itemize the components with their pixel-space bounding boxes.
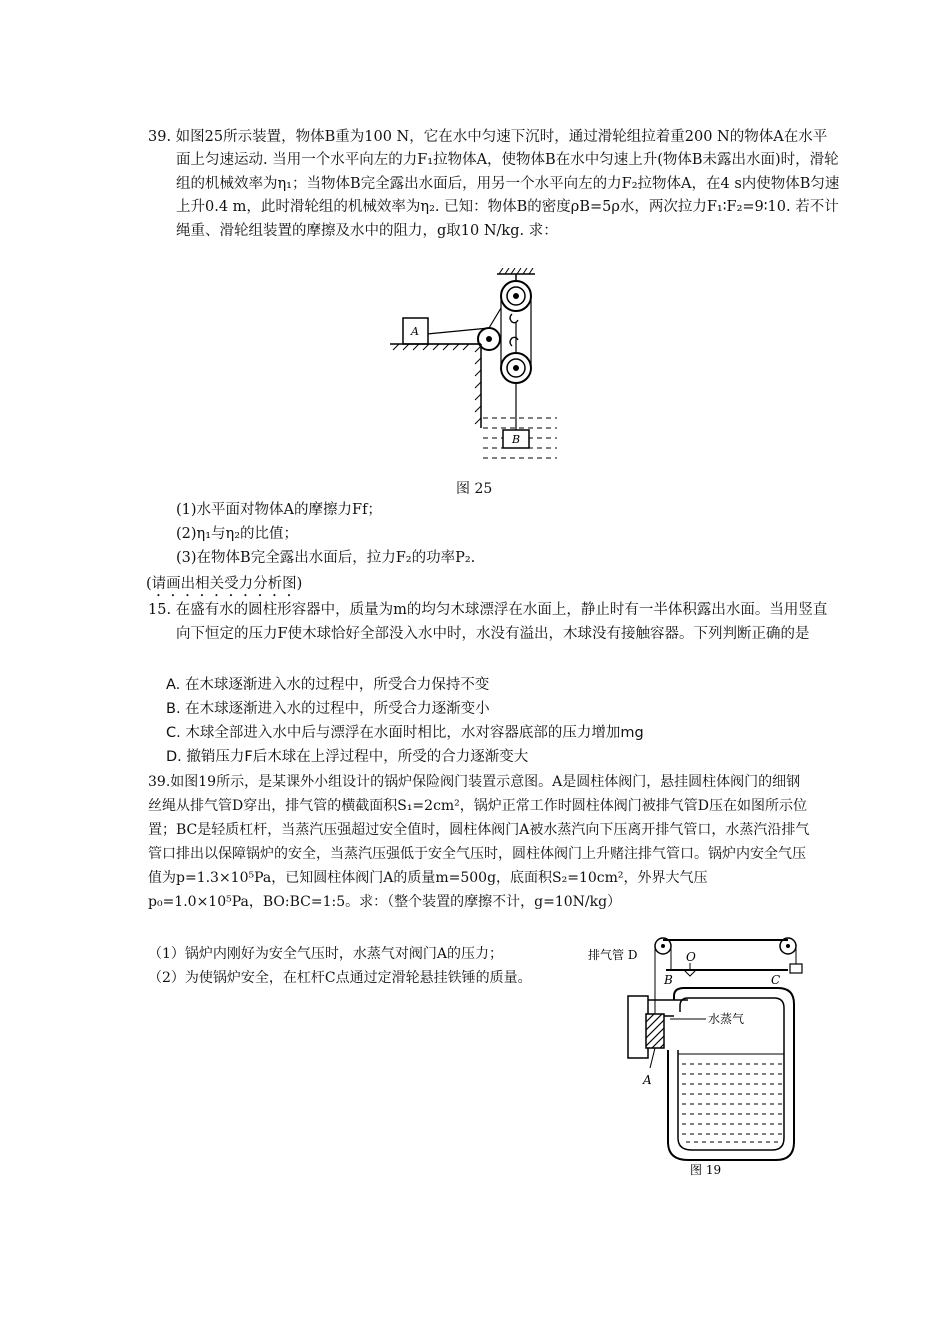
problem-39b-stem bbox=[148, 770, 813, 914]
problem-39a-text bbox=[148, 126, 841, 243]
question-3: (3)在物体B完全露出水面后，拉力F₂的功率P₂. bbox=[176, 550, 476, 566]
problem-39b-stem-text: 39.如图19所示，是某课外小组设计的锅炉保险阀门装置示意图。A是圆柱体阀门，悬挂圆柱体阀门的细钢丝绳从排气管D穿出，排气管的横截面积S₁=2cm²，锅炉正常工作时圆柱体阀门被排气管D压在如图所示位置；BC是轻质杠杆，当蒸汽压强超过安全值时，圆柱体阀门A被水蒸汽向下压离开排气管口，水蒸汽沿排气管口排出以保障锅炉的安全，当蒸汽压强低于安全气压时，圆柱体阀门上升赌注排气管口。锅炉内安全气压值为p=1.3×10⁵Pa，已知圆柱体阀门A的质量m=500g，底面积S₂=10cm²，外界大气压p₀=1.0×10⁵Pa，BO:BC=1:5。求：（整个装置的摩擦不计，g=10N/kg） bbox=[148, 774, 810, 910]
option-d: D. 撤销压力F后木球在上浮过程中，所受的合力逐渐变大 bbox=[166, 749, 529, 765]
note-suffix: ) bbox=[296, 576, 303, 592]
question-1: (1)水平面对物体A的摩擦力Ff； bbox=[176, 502, 382, 518]
figure-19-boiler-diagram bbox=[588, 928, 810, 1178]
option-c: C. 木球全部进入水中后与漂浮在水面时相比，水对容器底部的压力增加mg bbox=[166, 725, 644, 741]
label-block-a: A bbox=[411, 325, 419, 338]
label-block-b: B bbox=[512, 433, 521, 446]
force-analysis-note bbox=[146, 572, 302, 600]
problem-15-stem-text: 15. 在盛有水的圆柱形容器中，质量为m的均匀木球漂浮在水面上，静止时有一半体积露出水面。当用竖直向下恒定的压力F使木球恰好全部没入水中时，水没有溢出，木球没有接触容器。下列判断正确的是 bbox=[148, 602, 828, 642]
option-b: B. 在木球逐渐进入水的过程中，所受合力逐渐变小 bbox=[166, 701, 490, 717]
label-c: C bbox=[771, 973, 781, 987]
option-a: A. 在木球逐渐进入水的过程中，所受合力保持不变 bbox=[166, 677, 490, 693]
label-o: O bbox=[686, 950, 696, 964]
label-a: A bbox=[643, 1073, 652, 1087]
problem-39b-question-2: （2）为使锅炉安全，在杠杆C点通过定滑轮悬挂铁锤的质量。 bbox=[148, 970, 532, 986]
label-steam: 水蒸气 bbox=[708, 1012, 745, 1026]
problem-15-stem bbox=[148, 598, 841, 646]
figure-19-caption: 图 19 bbox=[690, 1163, 722, 1177]
problem-39a-body: 39. 如图25所示装置，物体B重为100 N，它在水中匀速下沉时，通过滑轮组拉着重200 N的物体A在水平面上匀速运动. 当用一个水平向左的力F₁拉物体A，使物体B在水中匀速上升(物体B未露出水面)时，滑轮组的机械效率为η₁；当物体B完全露出水面后，用另一个水平向左的力F₂拉物体A，在4 s内使物体B匀速上升0.4 m，此时滑轮组的机械效率为η₂. 已知：物体B的密度ρB=5ρ水，两次拉力F₁∶F₂=9∶10. 若不计绳重、滑轮组装置的摩擦及水中的阻力，g取10 N/kg. 求： bbox=[148, 129, 840, 239]
label-b: B bbox=[664, 973, 673, 987]
question-2: (2)η₁与η₂的比值； bbox=[176, 526, 299, 542]
label-exhaust-d: 排气管 D bbox=[588, 948, 638, 962]
note-emphasis: 请画出相关受力分析图 bbox=[151, 576, 297, 592]
problem-39b-question-1: （1）锅炉内刚好为安全气压时，水蒸气对阀门A的压力； bbox=[148, 946, 504, 962]
figure-25-pulley-diagram bbox=[385, 268, 570, 483]
note-prefix: ( bbox=[146, 576, 152, 592]
figure-25-caption: 图 25 bbox=[456, 481, 493, 497]
